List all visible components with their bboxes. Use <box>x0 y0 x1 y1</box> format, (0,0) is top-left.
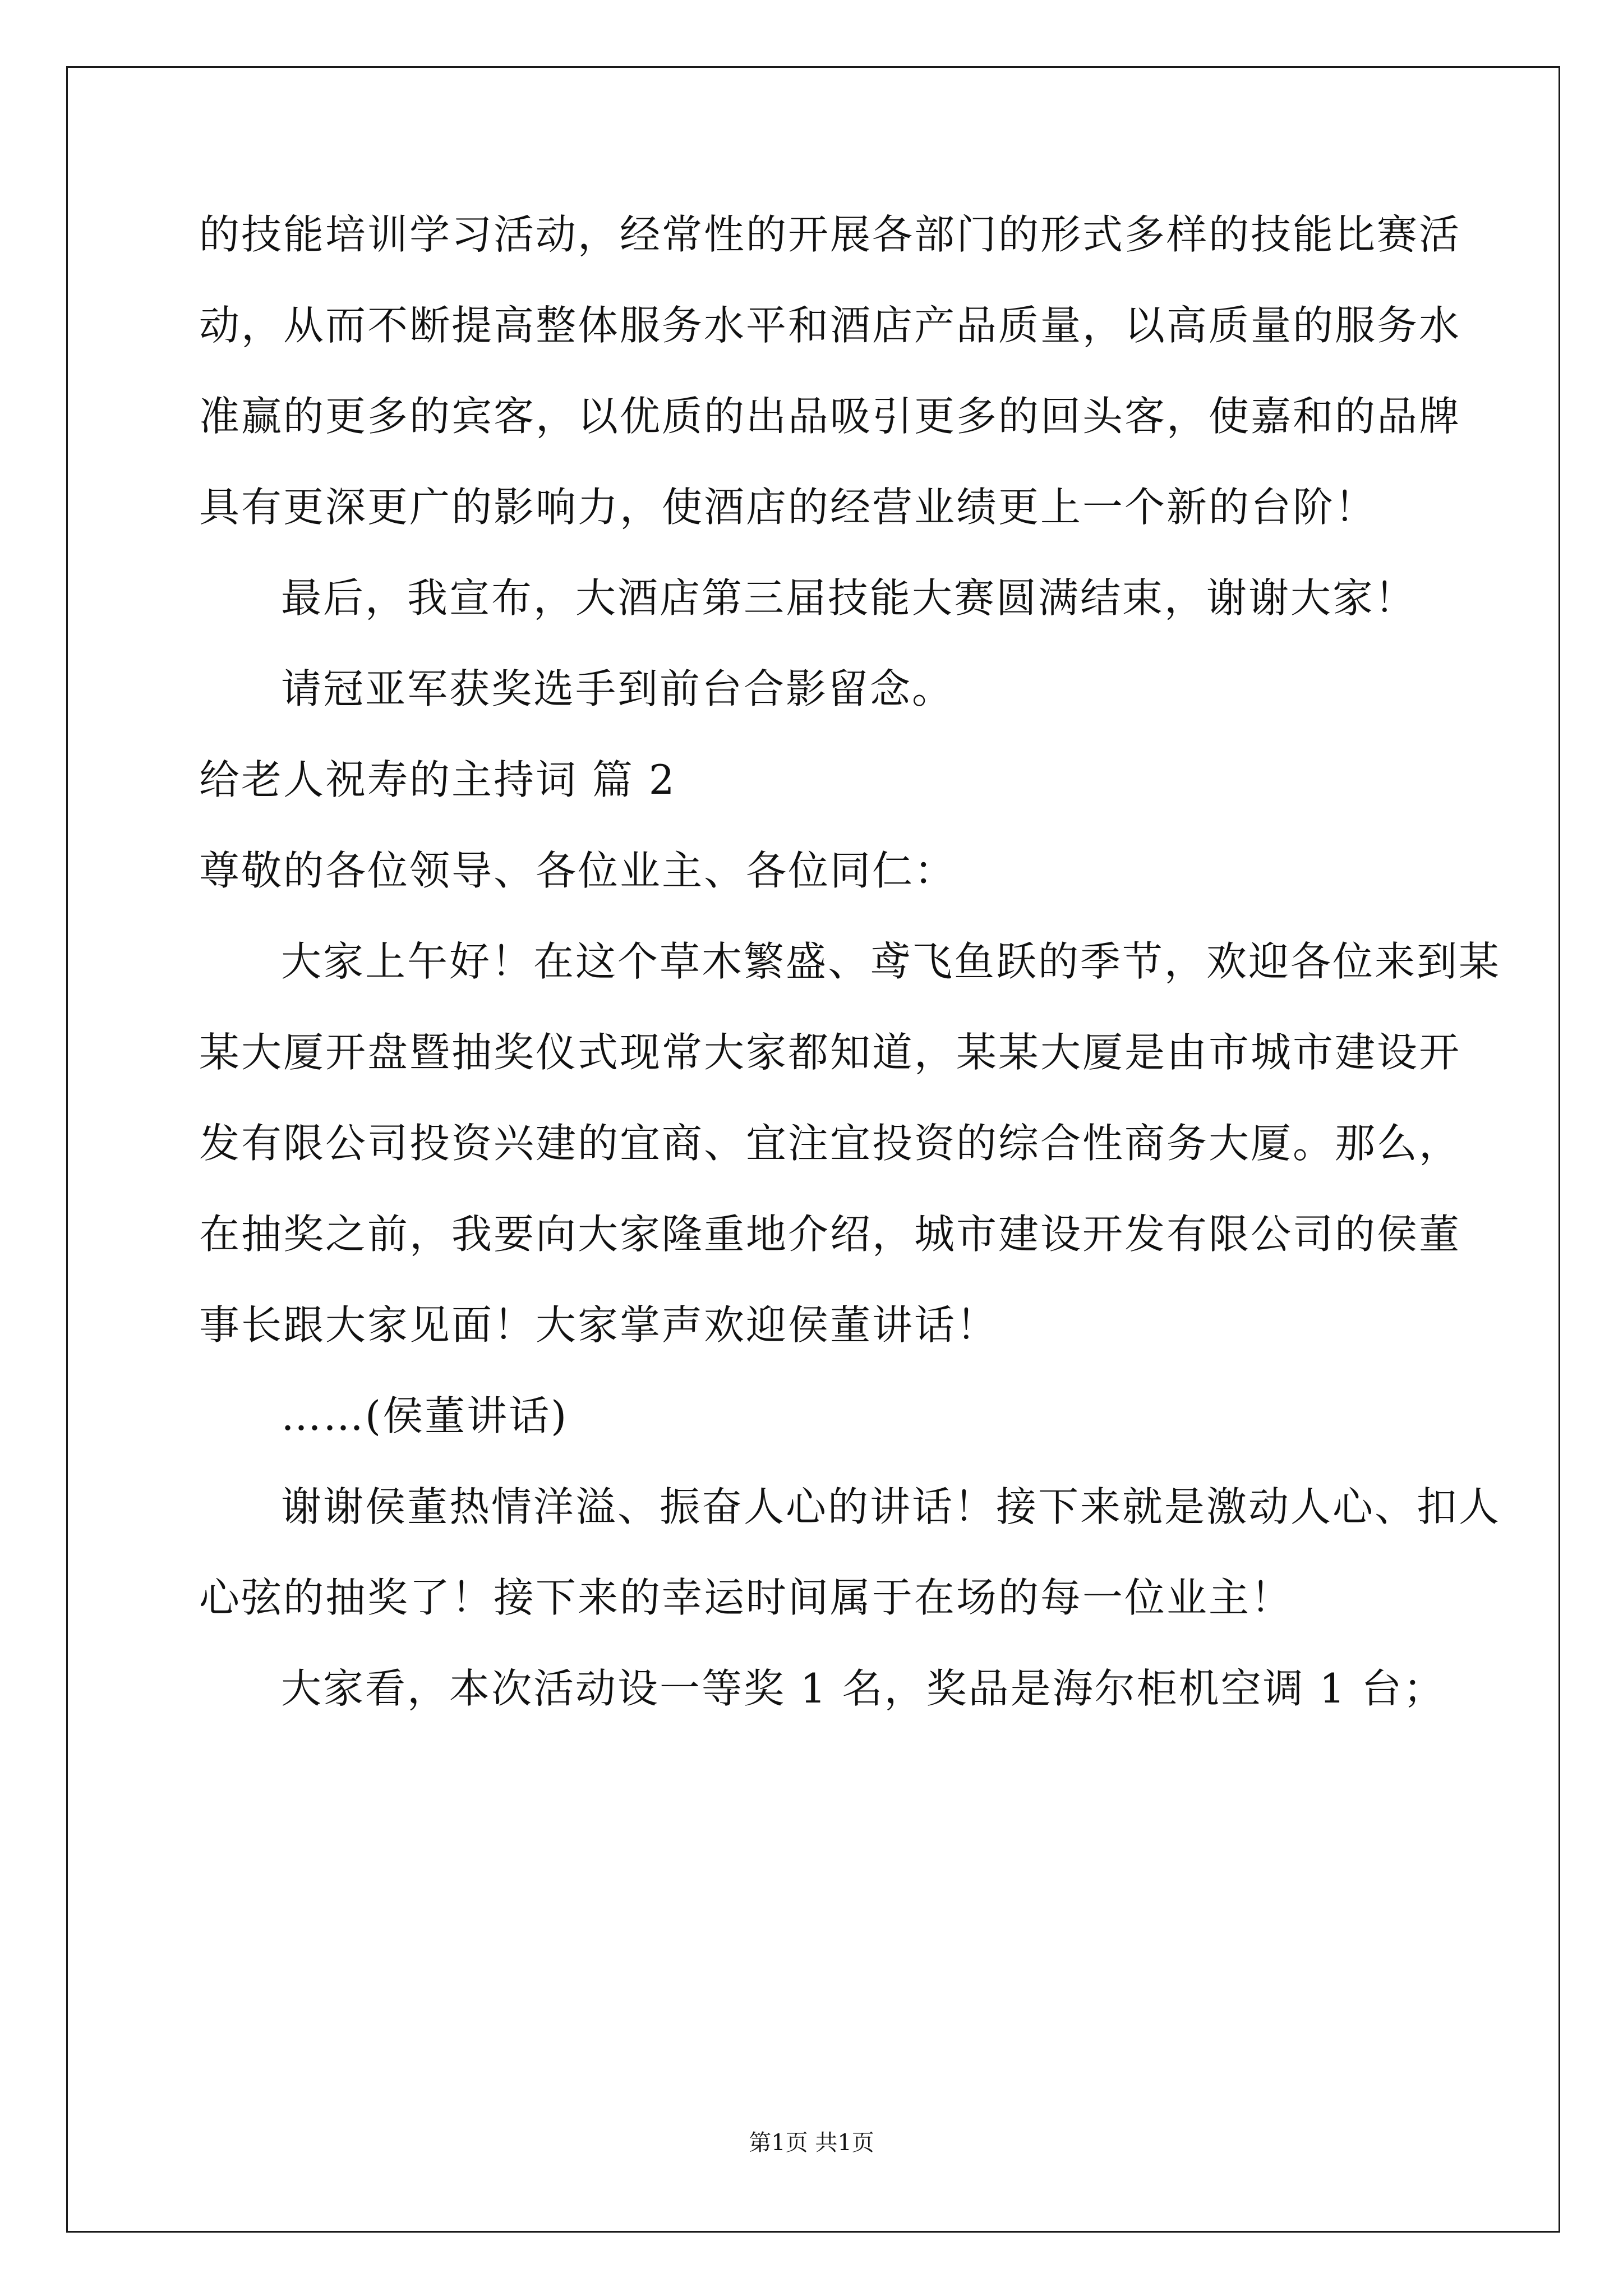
text-line: 请冠亚军获奖选手到前台合影留念。 <box>281 665 955 712</box>
text-line: 发有限公司投资兴建的宜商、宜注宜投资的综合性商务大厦。那么， <box>199 1120 1461 1167</box>
section-heading: 给老人祝寿的主持词 篇 2 <box>199 756 676 803</box>
text-line: 事长跟大家见面！大家掌声欢迎侯董讲话！ <box>199 1301 999 1349</box>
text-line: 大家看，本次活动设一等奖 1 名，奖品是海尔柜机空调 1 台； <box>281 1665 1446 1712</box>
text-line: 在抽奖之前，我要向大家隆重地介绍，城市建设开发有限公司的侯董 <box>199 1211 1461 1258</box>
salutation: 尊敬的各位领导、各位业主、各位同仁： <box>199 847 957 894</box>
text-line: 最后，我宣布，大酒店第三届技能大赛圆满结束，谢谢大家！ <box>281 574 1417 622</box>
text-line: 具有更深更广的影响力，使酒店的经营业绩更上一个新的台阶！ <box>199 484 1377 531</box>
page-footer: 第1页 共1页 <box>749 2130 874 2156</box>
text-line: 动，从而不断提高整体服务水平和酒店产品质量，以高质量的服务水 <box>199 302 1461 349</box>
text-line: 的技能培训学习活动，经常性的开展各部门的形式多样的技能比赛活 <box>199 211 1461 258</box>
text-line: 准赢的更多的宾客，以优质的出品吸引更多的回头客，使嘉和的品牌 <box>199 393 1461 440</box>
text-line: 谢谢侯董热情洋溢、振奋人心的讲话！接下来就是激动人心、扣人 <box>281 1483 1501 1530</box>
text-line: 某大厦开盘暨抽奖仪式现常大家都知道，某某大厦是由市城市建设开 <box>199 1029 1461 1076</box>
text-line: 心弦的抽奖了！接下来的幸运时间属于在场的每一位业主！ <box>199 1574 1293 1621</box>
text-line: ……(侯董讲话) <box>281 1392 569 1439</box>
text-line: 大家上午好！在这个草木繁盛、鸢飞鱼跃的季节，欢迎各位来到某 <box>281 938 1501 985</box>
